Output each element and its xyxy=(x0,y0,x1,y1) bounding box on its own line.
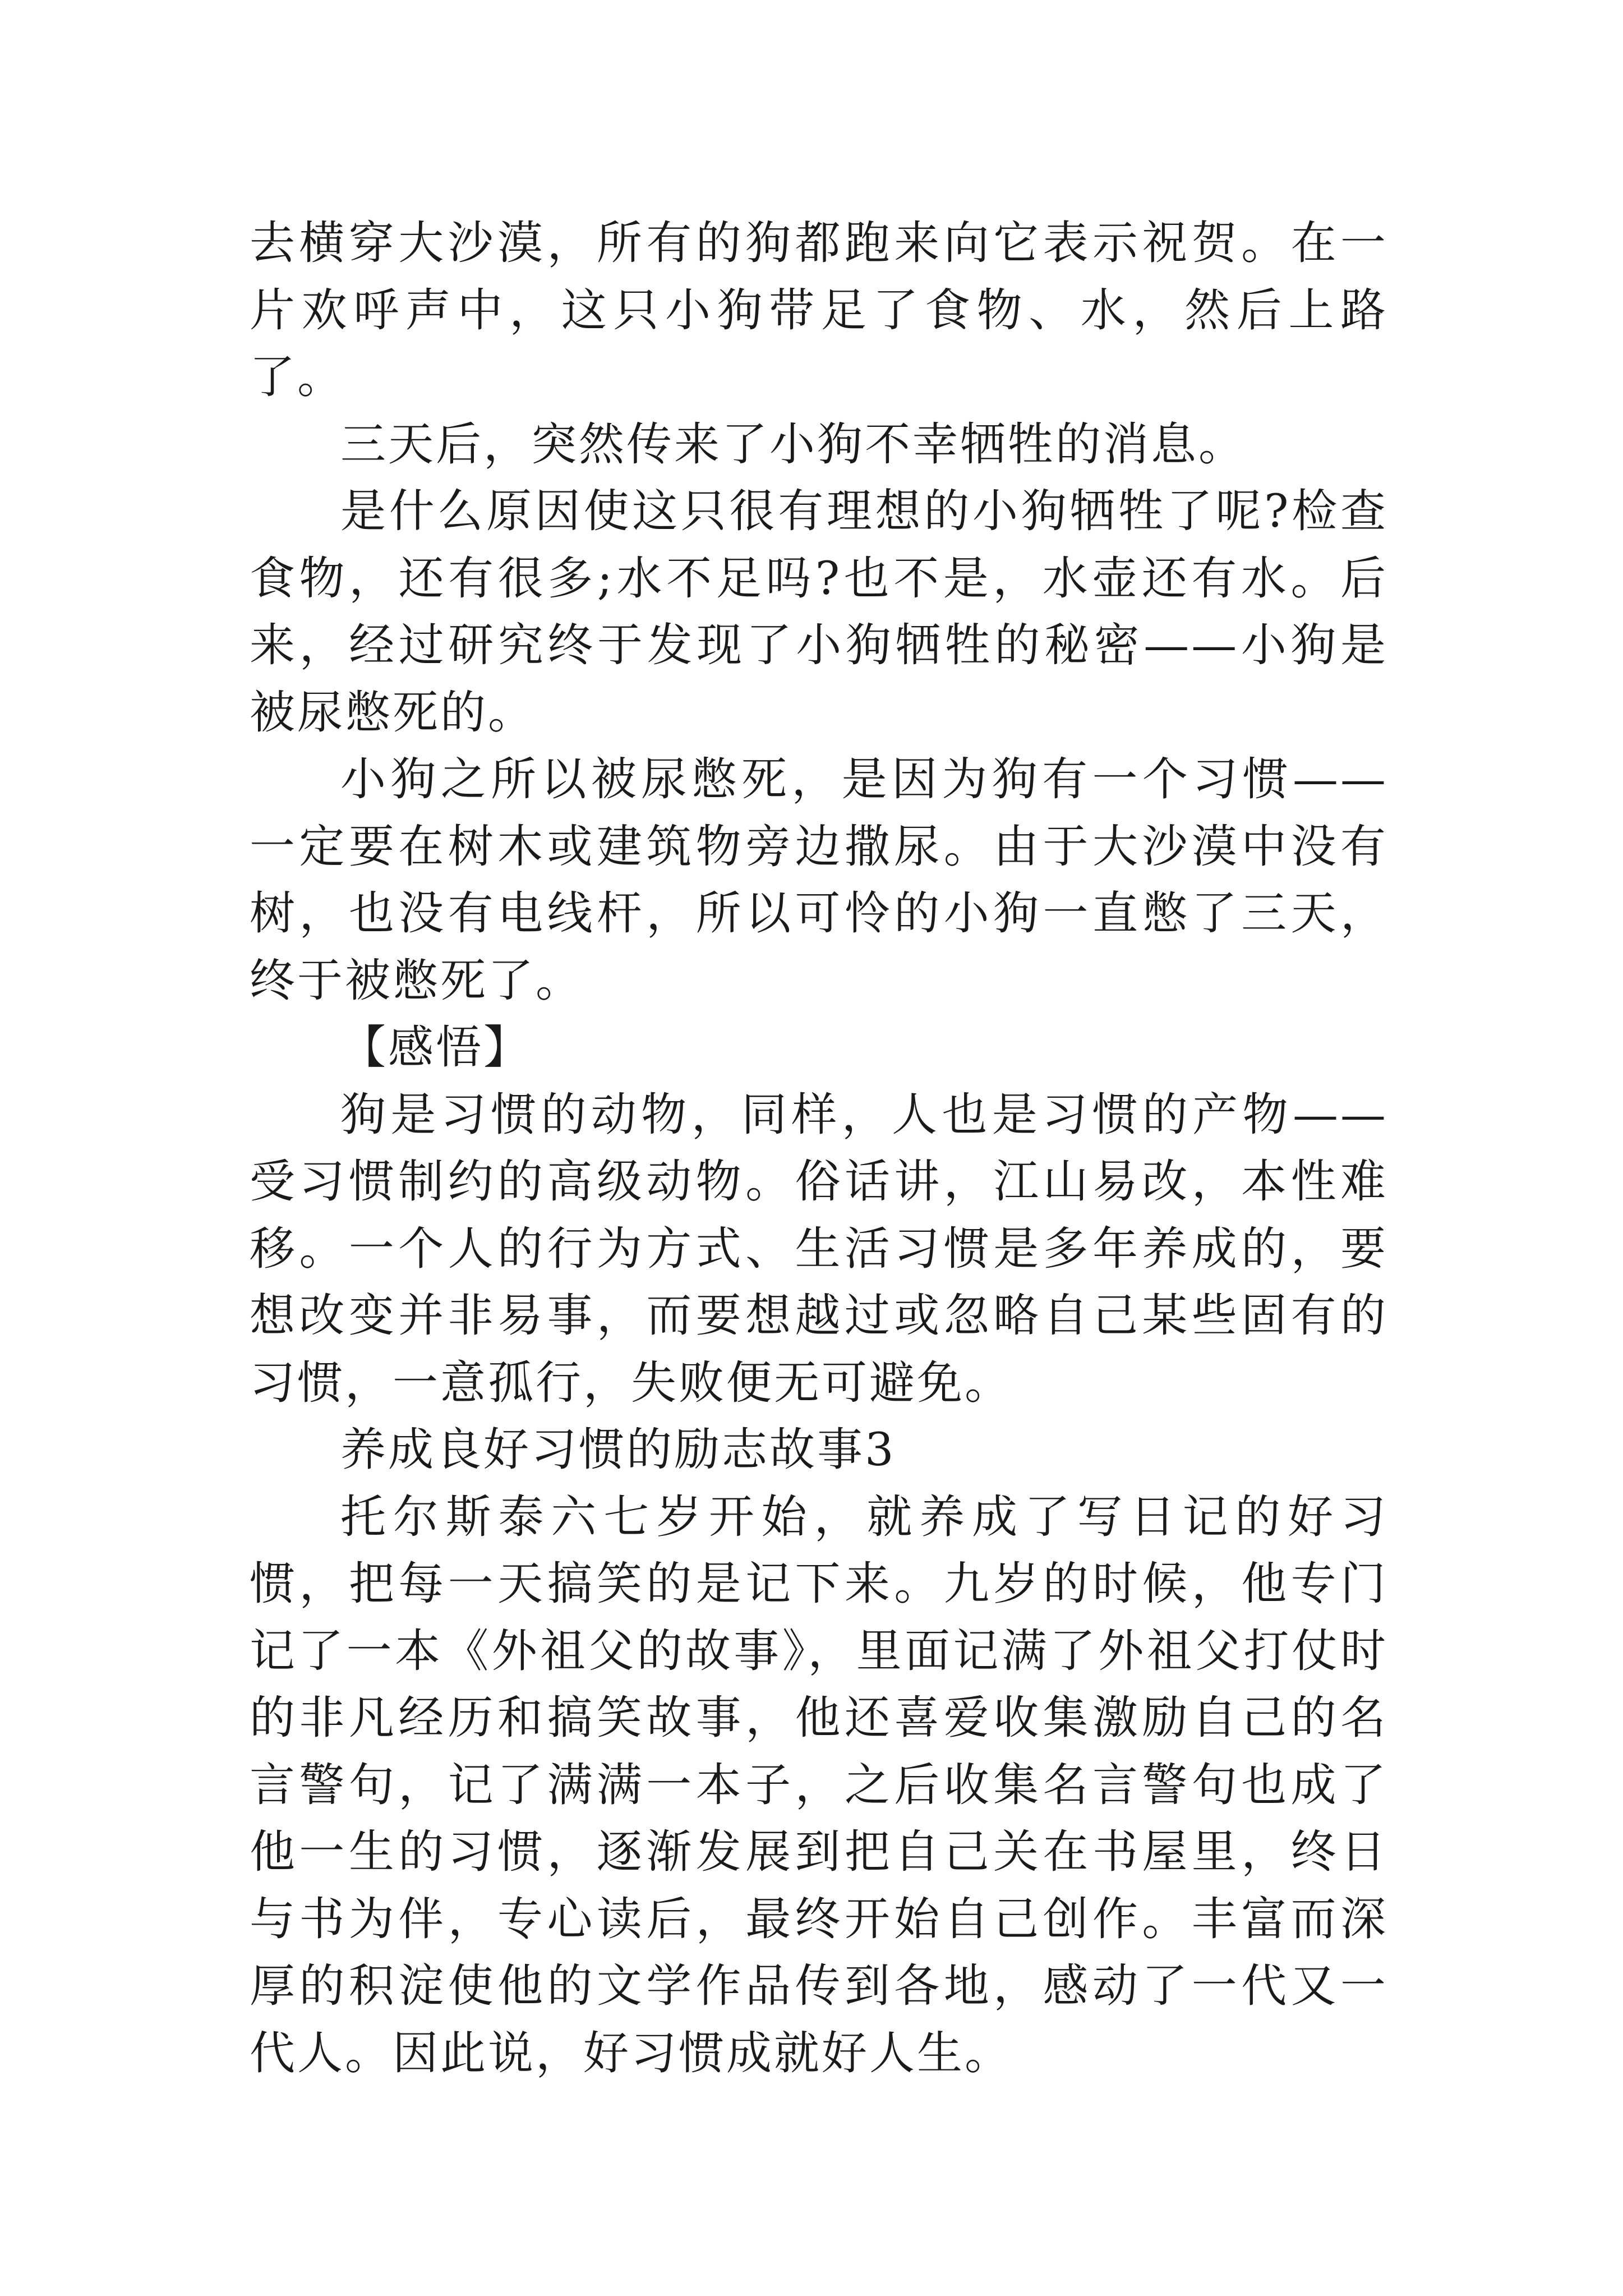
paragraph-three-days-later: 三天后，突然传来了小狗不幸牺牲的消息。 xyxy=(340,418,1247,471)
story-title-3: 养成良好习惯的励志故事3 xyxy=(340,1424,896,1476)
section-heading-insight: 【感悟】 xyxy=(340,1022,532,1074)
paragraph-continuation: 去横穿大沙漠，所有的狗都跑来向它表示祝贺。在一片欢呼声中，这只小狗带足了食物、水，然后上路了。 xyxy=(250,217,1388,404)
paragraph-habit-explanation: 小狗之所以被尿憋死，是因为狗有一个习惯——一定要在树木或建筑物旁边撒尿。由于大沙漠中没有树，也没有电线杆，所以可怜的小狗一直憋了三天，终于被憋死了。 xyxy=(250,753,1388,1007)
paragraph-tolstoy-story: 托尔斯泰六七岁开始，就养成了写日记的好习惯，把每一天搞笑的是记下来。九岁的时候，他专门记了一本《外祖父的故事》，里面记满了外祖父打仗时的非凡经历和搞笑故事，他还喜爱收集激励自己的名言警句，记了满满一本子，之后收集名言警句也成了他一生的习惯，逐渐发展到把自己关在书屋里，终日与书为伴，专心读后，最终开始自己创作。丰富而深厚的积淀使他的文学作品传到各地，感动了一代又一代人。因此说，好习惯成就好人生。 xyxy=(250,1490,1388,2080)
paragraph-cause-question: 是什么原因使这只很有理想的小狗牺牲了呢?检查食物，还有很多;水不足吗?也不是，水壶还有水。后来，经过研究终于发现了小狗牺牲的秘密——小狗是被尿憋死的。 xyxy=(250,485,1388,739)
paragraph-insight: 狗是习惯的动物，同样，人也是习惯的产物——受习惯制约的高级动物。俗话讲，江山易改，本性难移。一个人的行为方式、生活习惯是多年养成的，要想改变并非易事，而要想越过或忽略自己某些固有的习惯，一意孤行，失败便无可避免。 xyxy=(250,1088,1388,1410)
document-body xyxy=(250,210,1388,2087)
